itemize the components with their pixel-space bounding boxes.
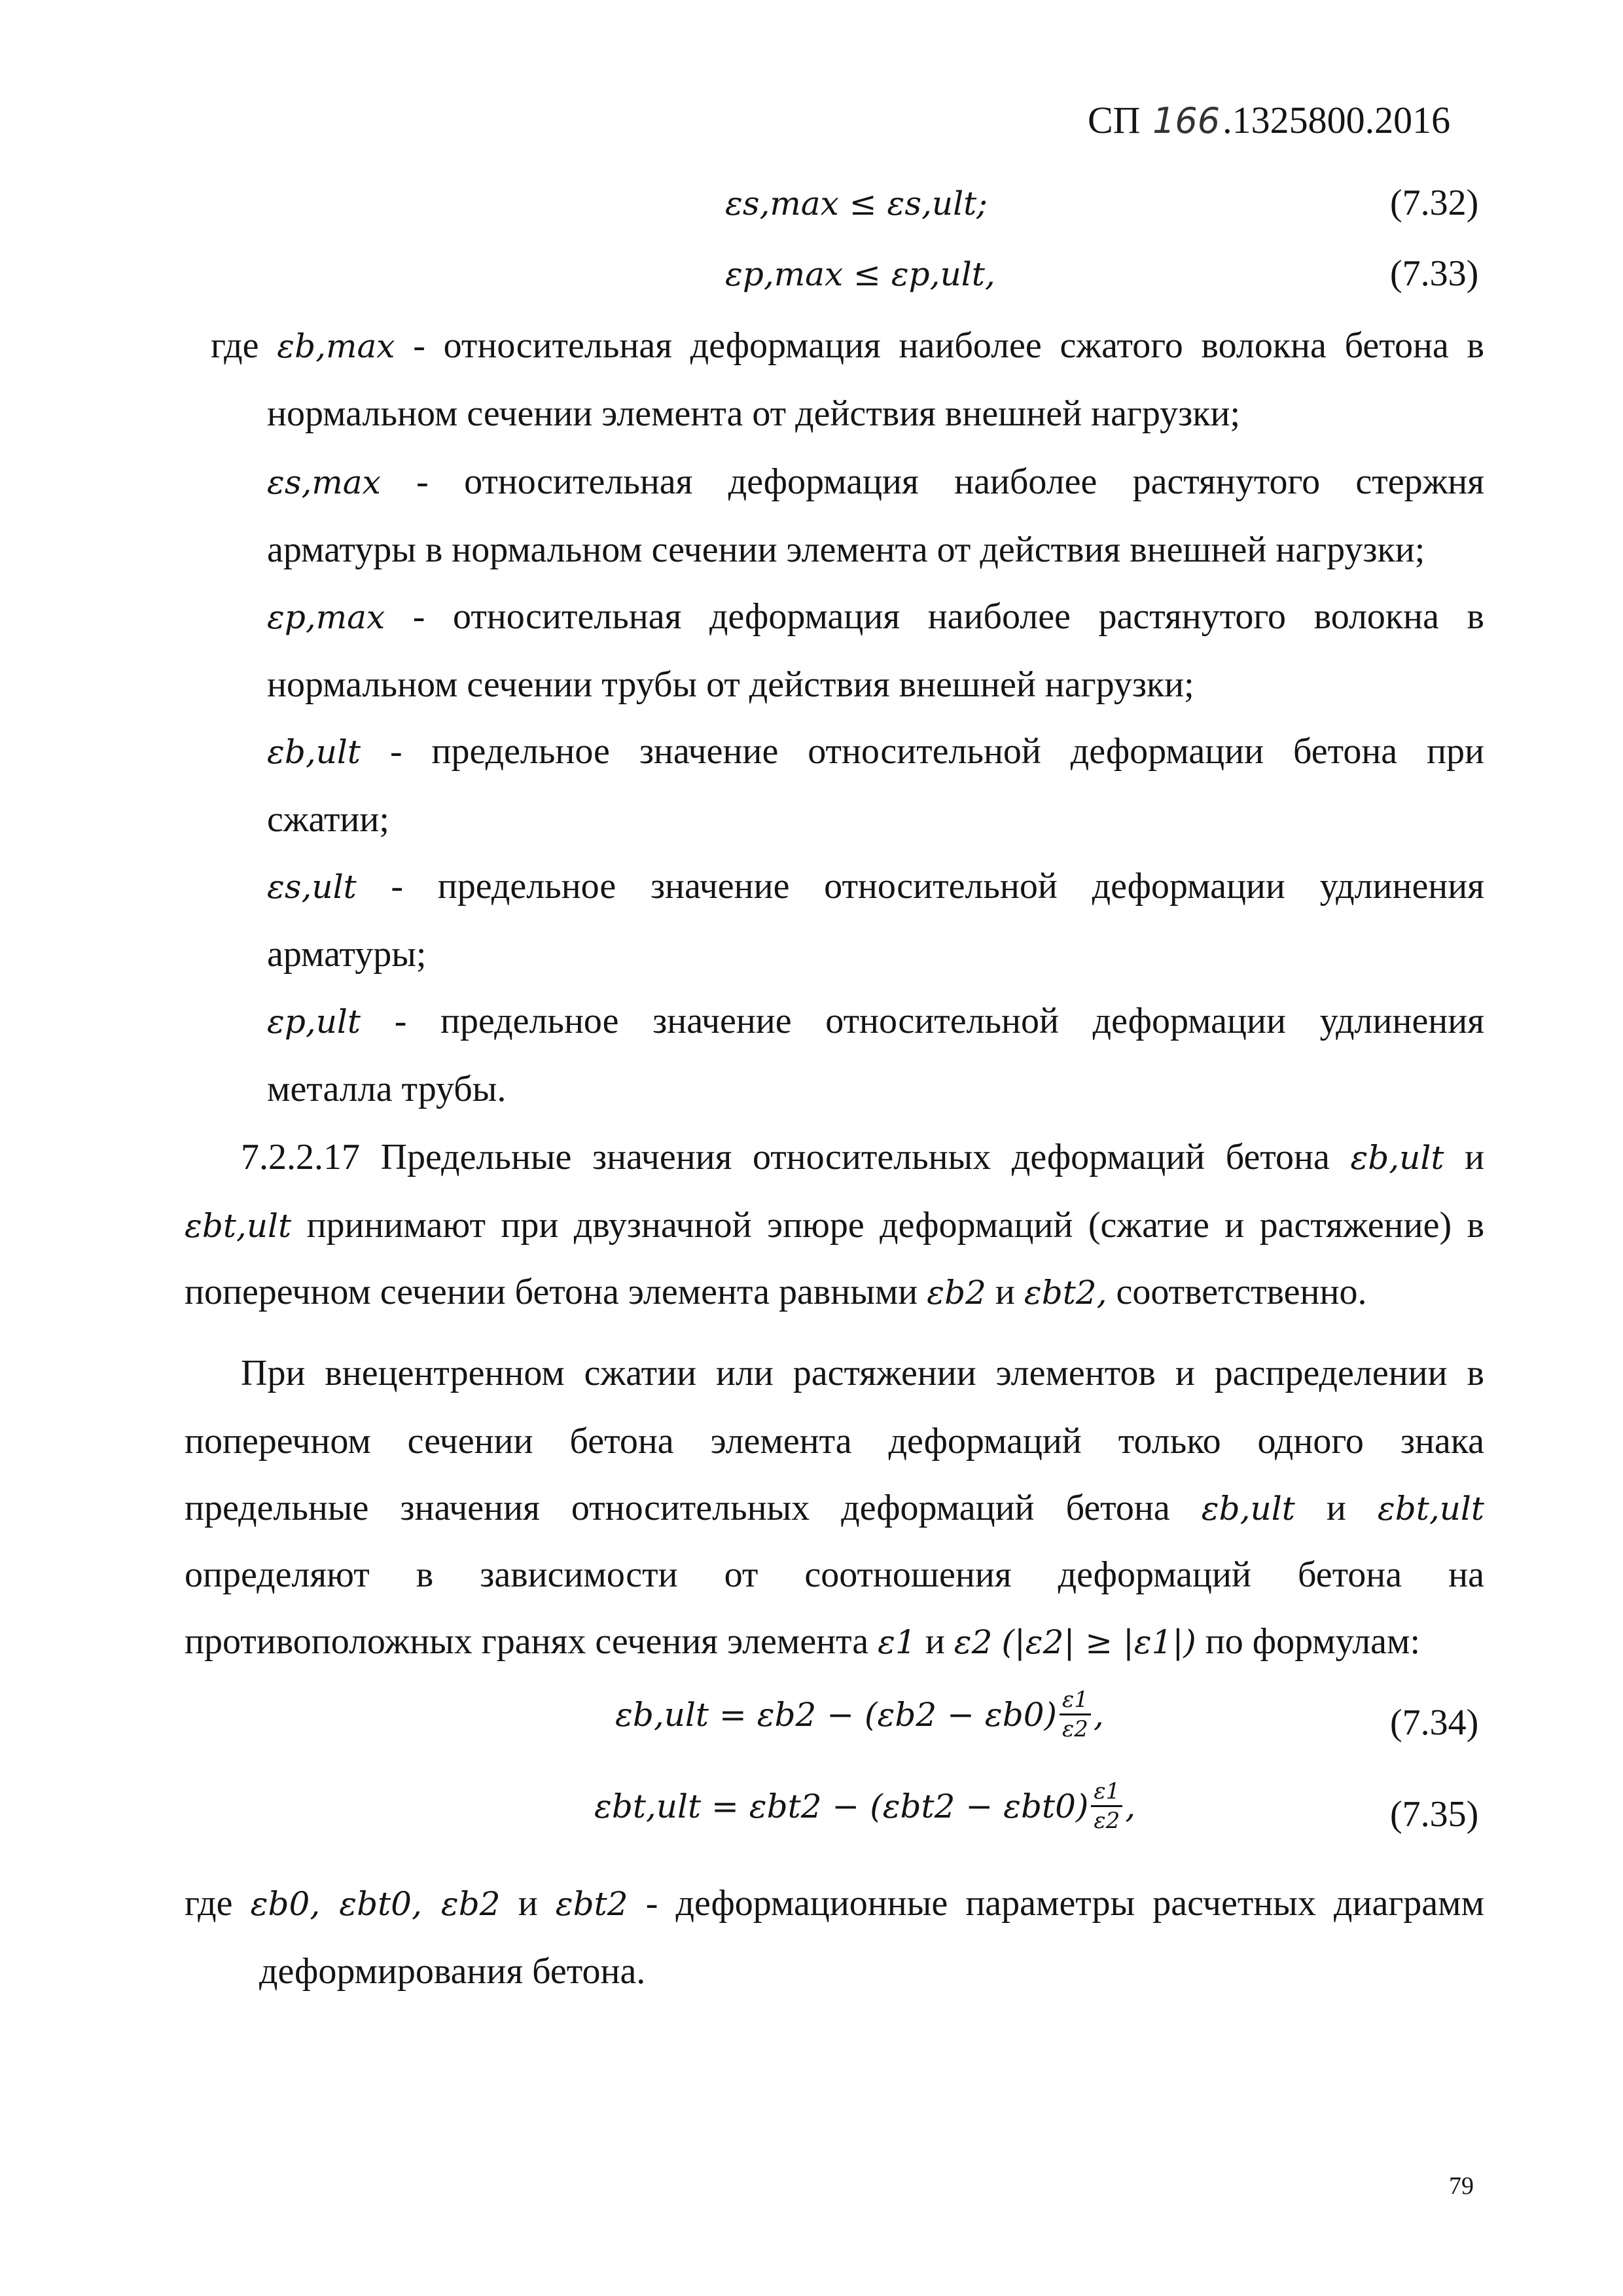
- closing-line2: деформирования бетона.: [259, 1951, 646, 1992]
- definition-p-max-text: - относительная деформация наиболее растянутого волокна в: [412, 596, 1484, 637]
- definition-s-ult-text: - предельное значение относительной деформации удлинения: [391, 866, 1484, 906]
- para-7-2-2-17-line2: [185, 1207, 1484, 1244]
- para-7-2-2-17-line2-text: принимают при двузначной эпюре деформаций (сжатие и растяжение) в: [306, 1205, 1485, 1246]
- fraction-eps1-eps2: [1091, 1780, 1122, 1832]
- header-prefix: СП: [1088, 99, 1141, 141]
- symbol-eps-bt-ult-inline: εbt,ult: [185, 1207, 292, 1245]
- conjunction-and: и: [518, 1883, 538, 1924]
- equation-7-34-lhs: εb,ult = εb2 − (εb2 − εb0): [615, 1695, 1058, 1734]
- definition-b-ult-line1: [267, 733, 1484, 770]
- para-eccentric-line3: [185, 1490, 1484, 1526]
- conjunction-and: и: [925, 1621, 945, 1662]
- definition-p-ult-line2: металла трубы.: [267, 1069, 507, 1109]
- para-7-2-2-17-line1: [241, 1139, 1484, 1175]
- symbol-eps-bt-ult-inline-2: εbt,ult: [1377, 1490, 1485, 1528]
- symbol-eps-bt2-closing: εbt2: [555, 1885, 628, 1923]
- handwritten-number: 166: [1152, 100, 1221, 141]
- para-eccentric-line5-text: противоположных гранях сечения элемента: [185, 1621, 869, 1662]
- equation-7-34-tail: ,: [1093, 1695, 1104, 1734]
- definition-b-ult-line2: сжатии;: [267, 799, 389, 840]
- conjunction-and: и: [995, 1272, 1015, 1312]
- definition-p-ult-line1: [267, 1003, 1484, 1039]
- definition-p-max-line2: нормальном сечении трубы от действия внешней нагрузки;: [267, 664, 1194, 705]
- where-word: где: [211, 325, 259, 366]
- para-7-2-2-17-line3: [185, 1274, 1366, 1310]
- equation-7-33: εp,max ≤ εp,ult,: [725, 255, 995, 293]
- symbol-eps-2: ε2: [954, 1623, 993, 1661]
- symbol-eps-1: ε1: [878, 1623, 916, 1661]
- equation-7-35: [594, 1780, 1135, 1832]
- fraction-eps1-eps2: [1060, 1689, 1091, 1740]
- page-number: 79: [1449, 2172, 1474, 2200]
- equation-number-7-32: (7.32): [1390, 183, 1479, 223]
- symbol-eps-b-ult-inline-2: εb,ult: [1201, 1490, 1295, 1528]
- equation-number-7-33: (7.33): [1390, 253, 1479, 294]
- symbol-eps-s-ult: εs,ult: [267, 868, 357, 906]
- definition-b-max-line2: нормальном сечении элемента от действия внешней нагрузки;: [267, 393, 1241, 434]
- condition-abs: (|ε2| ≥ |ε1|): [1001, 1623, 1196, 1661]
- closing-line1: [185, 1885, 1484, 1922]
- definition-s-ult-line1: [267, 868, 1484, 905]
- closing-line1-text: - деформационные параметры расчетных диаграмм: [645, 1883, 1485, 1924]
- symbol-eps-b-max: εb,max: [277, 327, 395, 365]
- definition-p-ult-text: - предельное значение относительной деформации удлинения: [394, 1001, 1484, 1041]
- symbol-eps-s-max: εs,max: [267, 463, 381, 501]
- fraction-numerator: ε1: [1091, 1780, 1122, 1807]
- conjunction-and: и: [1326, 1488, 1346, 1528]
- definition-p-max-line1: [267, 598, 1484, 635]
- definition-s-ult-line2: арматуры;: [267, 934, 427, 975]
- definition-b-max-text: - относительная деформация наиболее сжатого волокна бетона в: [413, 325, 1484, 366]
- definition-b-max-line1: [211, 327, 1484, 364]
- fraction-numerator: ε1: [1060, 1689, 1091, 1715]
- conjunction-and: и: [1465, 1137, 1485, 1177]
- definition-s-max-line1: [267, 463, 1484, 500]
- equation-number-7-35: (7.35): [1390, 1794, 1479, 1835]
- para-7-2-2-17-text: 7.2.2.17 Предельные значения относительных деформаций бетона: [241, 1137, 1330, 1177]
- para-7-2-2-17-line3-end: соответственно.: [1116, 1272, 1367, 1312]
- para-eccentric-line1: При внецентренном сжатии или растяжении элементов и распределении в: [241, 1353, 1484, 1393]
- definition-s-max-text: - относительная деформация наиболее растянутого стержня: [416, 461, 1484, 502]
- header-suffix: .1325800.2016: [1222, 99, 1451, 141]
- para-eccentric-line2: поперечном сечении бетона элемента деформаций только одного знака: [185, 1421, 1484, 1462]
- symbol-eps-p-ult: εp,ult: [267, 1003, 361, 1041]
- para-eccentric-line5-end: по формулам:: [1205, 1621, 1421, 1662]
- where-word: где: [185, 1883, 233, 1924]
- equation-7-32: εs,max ≤ εs,ult;: [725, 185, 988, 223]
- document-code-header: [1088, 98, 1450, 142]
- para-eccentric-line3-text: предельные значения относительных деформаций бетона: [185, 1488, 1170, 1528]
- equation-7-35-lhs: εbt,ult = εbt2 − (εbt2 − εbt0): [594, 1787, 1089, 1825]
- symbol-eps-b2: εb2: [927, 1274, 986, 1312]
- definition-b-ult-text: - предельное значение относительной деформации бетона при: [389, 731, 1485, 772]
- symbol-eps-p-max: εp,max: [267, 598, 385, 636]
- definition-s-max-line2: арматуры в нормальном сечении элемента от действия внешней нагрузки;: [267, 529, 1425, 570]
- symbols-eps-b0-bt0-b2: εb0, εbt0, εb2: [250, 1885, 501, 1923]
- fraction-denominator: ε2: [1062, 1716, 1088, 1742]
- equation-number-7-34: (7.34): [1390, 1702, 1479, 1743]
- symbol-eps-b-ult-inline: εb,ult: [1350, 1139, 1444, 1177]
- para-eccentric-line5: [185, 1623, 1420, 1660]
- symbol-eps-bt2: εbt2,: [1024, 1274, 1107, 1312]
- para-7-2-2-17-line3-text: поперечном сечении бетона элемента равными: [185, 1272, 918, 1312]
- para-eccentric-line4: определяют в зависимости от соотношения деформаций бетона на: [185, 1554, 1484, 1595]
- symbol-eps-b-ult: εb,ult: [267, 733, 361, 771]
- equation-7-34: [615, 1689, 1104, 1740]
- fraction-denominator: ε2: [1094, 1808, 1120, 1834]
- equation-7-35-tail: ,: [1125, 1787, 1136, 1825]
